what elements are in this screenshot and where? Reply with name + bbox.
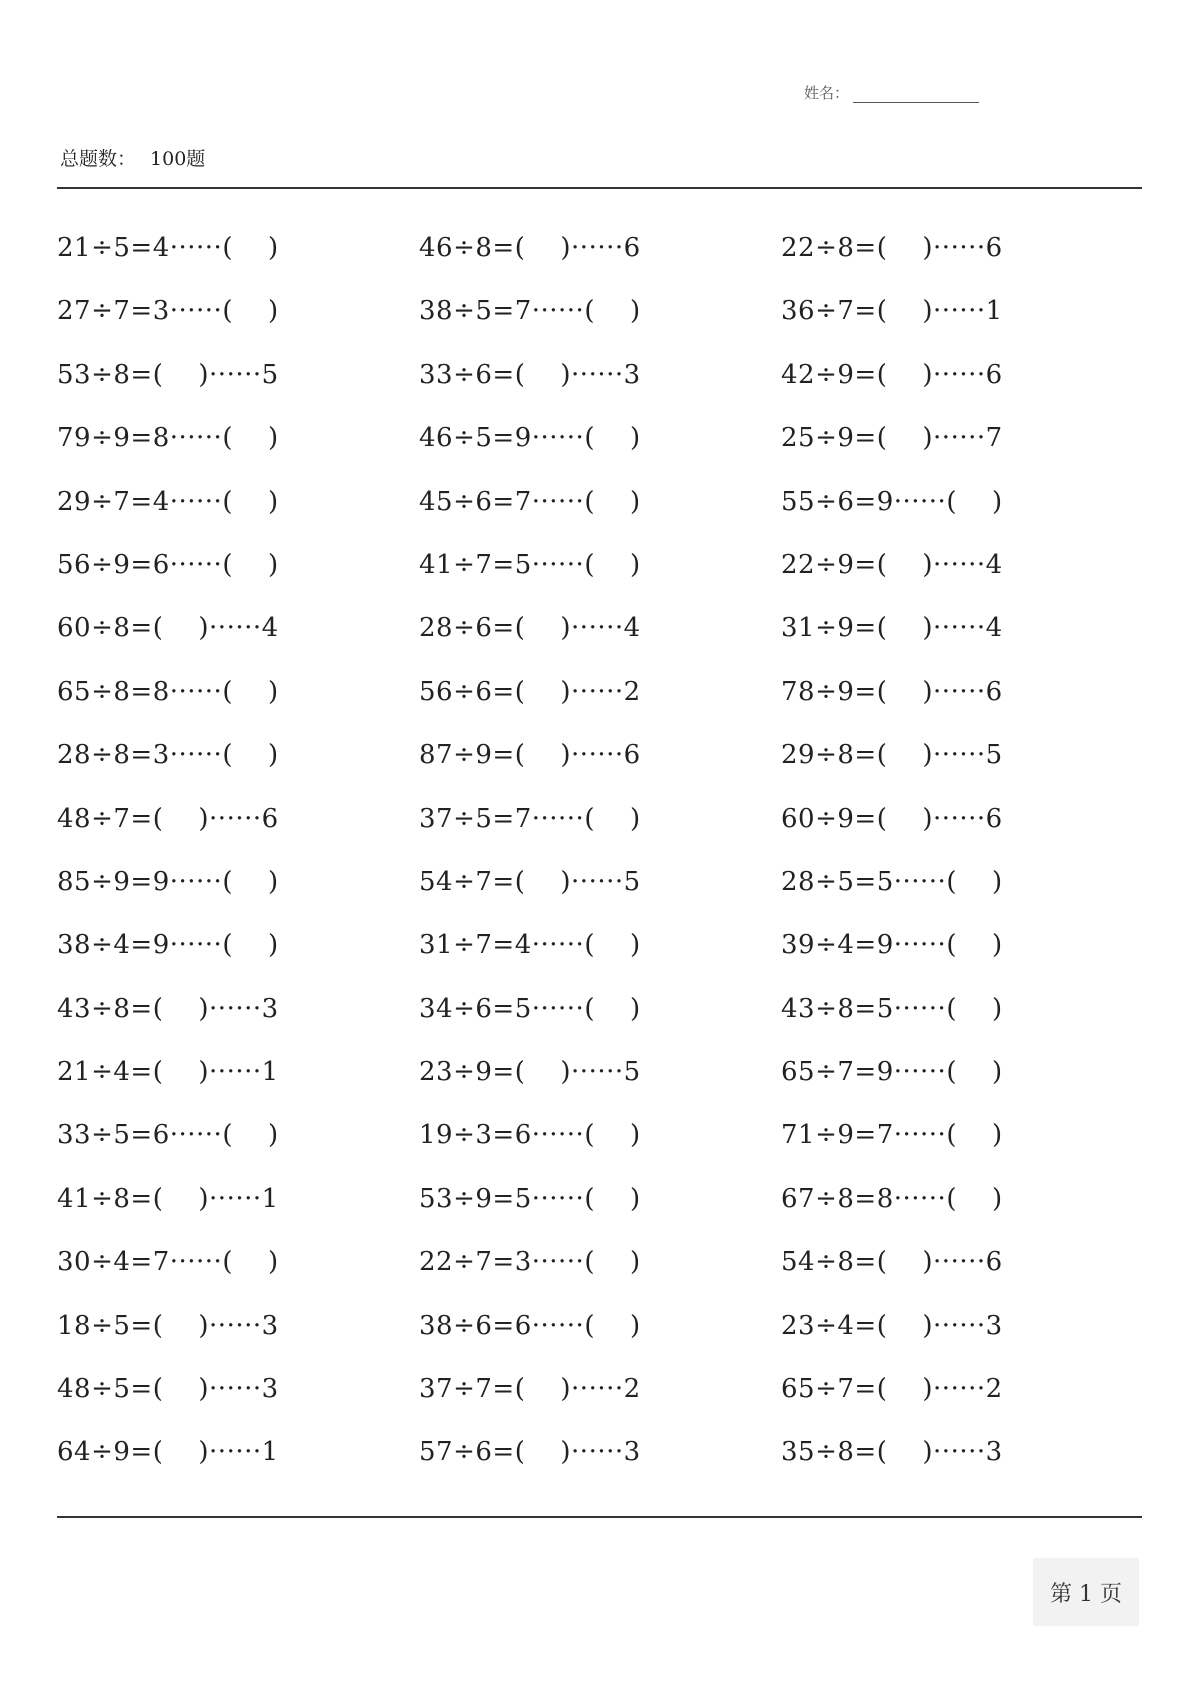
division-problem: 41÷8=( )······1 — [57, 1183, 279, 1214]
division-problem: 56÷9=6······( ) — [57, 549, 279, 580]
division-problem: 25÷9=( )······7 — [781, 423, 1003, 454]
division-problem: 71÷9=7······( ) — [781, 1120, 1003, 1151]
division-problem: 21÷4=( )······1 — [57, 1057, 279, 1088]
division-problem: 34÷6=5······( ) — [419, 993, 641, 1024]
division-problem: 33÷5=6······( ) — [57, 1120, 279, 1151]
division-problem: 31÷9=( )······4 — [781, 613, 1003, 644]
division-problem: 39÷4=9······( ) — [781, 930, 1003, 961]
division-problem: 64÷9=( )······1 — [57, 1437, 279, 1468]
division-problem: 22÷9=( )······4 — [781, 549, 1003, 580]
division-problem: 28÷6=( )······4 — [419, 613, 641, 644]
division-problem: 53÷9=5······( ) — [419, 1183, 641, 1214]
total-value: 100题 — [150, 148, 206, 170]
division-problem: 36÷7=( )······1 — [781, 296, 1003, 327]
name-label: 姓名： — [804, 84, 850, 102]
division-problem: 23÷9=( )······5 — [419, 1057, 641, 1088]
division-problem: 22÷8=( )······6 — [781, 233, 1003, 263]
division-problem: 27÷7=3······( ) — [57, 296, 279, 327]
division-problem: 21÷5=4······( ) — [57, 233, 279, 263]
division-problem: 23÷4=( )······3 — [781, 1310, 1003, 1341]
division-problem: 48÷5=( )······3 — [57, 1374, 279, 1405]
division-problem: 38÷5=7······( ) — [419, 296, 641, 327]
division-problem: 22÷7=3······( ) — [419, 1247, 641, 1278]
division-problem: 57÷6=( )······3 — [419, 1437, 641, 1468]
division-problem: 38÷6=6······( ) — [419, 1310, 641, 1341]
division-problem: 54÷8=( )······6 — [781, 1247, 1003, 1278]
total-label: 总题数： — [60, 148, 137, 170]
division-problem: 30÷4=7······( ) — [57, 1247, 279, 1278]
division-problem: 87÷9=( )······6 — [419, 740, 641, 771]
division-problem: 78÷9=( )······6 — [781, 676, 1003, 707]
top-divider — [57, 187, 1142, 189]
division-problem: 46÷8=( )······6 — [419, 233, 641, 263]
name-field — [804, 82, 979, 103]
division-problem: 60÷9=( )······6 — [781, 803, 1003, 834]
division-problem: 55÷6=9······( ) — [781, 486, 1003, 517]
page-number-badge — [1033, 1558, 1139, 1626]
division-problem: 48÷7=( )······6 — [57, 803, 279, 834]
page-number: 第 1 页 — [1050, 1581, 1122, 1607]
division-problem: 54÷7=( )······5 — [419, 866, 641, 897]
division-problem: 33÷6=( )······3 — [419, 359, 641, 390]
division-problem: 35÷8=( )······3 — [781, 1437, 1003, 1468]
division-problem: 65÷8=8······( ) — [57, 676, 279, 707]
division-problem: 43÷8=5······( ) — [781, 993, 1003, 1024]
division-problem: 43÷8=( )······3 — [57, 993, 279, 1024]
division-problem: 18÷5=( )······3 — [57, 1310, 279, 1341]
division-problem: 38÷4=9······( ) — [57, 930, 279, 961]
division-problem: 67÷8=8······( ) — [781, 1183, 1003, 1214]
division-problem: 85÷9=9······( ) — [57, 866, 279, 897]
division-problem: 29÷7=4······( ) — [57, 486, 279, 517]
division-problem: 60÷8=( )······4 — [57, 613, 279, 644]
division-problem: 65÷7=( )······2 — [781, 1374, 1003, 1405]
division-problem: 65÷7=9······( ) — [781, 1057, 1003, 1088]
bottom-divider — [57, 1516, 1142, 1518]
division-problem: 31÷7=4······( ) — [419, 930, 641, 961]
division-problem: 42÷9=( )······6 — [781, 359, 1003, 390]
division-problem: 37÷7=( )······2 — [419, 1374, 641, 1405]
division-problem: 28÷5=5······( ) — [781, 866, 1003, 897]
division-problem: 29÷8=( )······5 — [781, 740, 1003, 771]
problem-grid — [57, 228, 1142, 1496]
division-problem: 79÷9=8······( ) — [57, 423, 279, 454]
division-problem: 45÷6=7······( ) — [419, 486, 641, 517]
division-problem: 19÷3=6······( ) — [419, 1120, 641, 1151]
division-problem: 28÷8=3······( ) — [57, 740, 279, 771]
division-problem: 53÷8=( )······5 — [57, 359, 279, 390]
division-problem: 46÷5=9······( ) — [419, 423, 641, 454]
division-problem: 37÷5=7······( ) — [419, 803, 641, 834]
division-problem: 56÷6=( )······2 — [419, 676, 641, 707]
total-count — [60, 144, 205, 171]
division-problem: 41÷7=5······( ) — [419, 549, 641, 580]
name-blank-line — [853, 86, 979, 103]
